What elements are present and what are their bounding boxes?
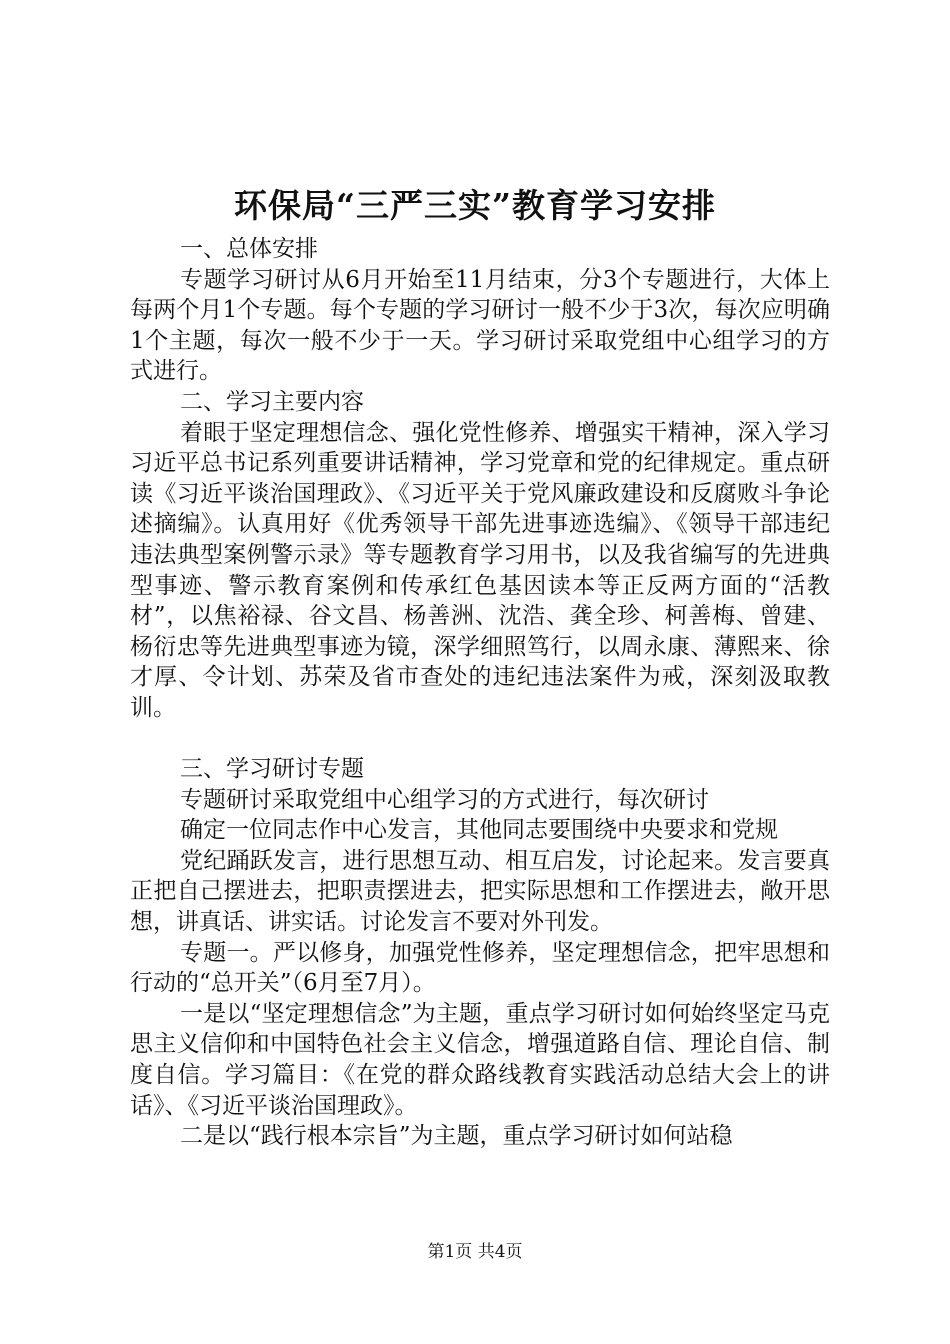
paragraph-theme-two: 二是以“践行根本宗旨”为主题，重点学习研讨如何站稳 xyxy=(180,1123,733,1150)
section-heading-study-topics: 三、学习研讨专题 xyxy=(180,756,364,783)
paragraph-discussion: 党纪踊跃发言，进行思想互动、相互启发，讨论起来。发言要真正把自己摆进去，把职责摆进去，把实际思想和工作摆进去，敞开思想，讲真话、讲实话。讨论发言不要对外刊发。 xyxy=(130,847,830,936)
document-body xyxy=(130,234,830,1152)
page-number-footer: 第1页 共4页 xyxy=(427,1242,523,1262)
paragraph-overall-arrangement: 专题学习研讨从6月开始至11月结束，分3个专题进行，大体上每两个月1个专题。每个专题的学习研讨一般不少于3次，每次应明确1个主题，每次一般不少于一天。学习研讨采取党组中心组学习的方式进行。 xyxy=(130,266,830,385)
paragraph-study-method: 专题研讨采取党组中心组学习的方式进行，每次研讨 xyxy=(180,786,709,813)
paragraph-topic-one: 专题一。严以修身，加强党性修养，坚定理想信念，把牢思想和行动的“总开关”（6月至7月）。 xyxy=(130,939,830,997)
paragraph-theme-one: 一是以“坚定理想信念”为主题，重点学习研讨如何始终坚定马克思主义信仰和中国特色社会主义信念，增强道路自信、理论自信、制度自信。学习篇目：《在党的群众路线教育实践活动总结大会上的讲话》、《习近平谈治国理政》。 xyxy=(130,1000,830,1119)
section-heading-overall-arrangement: 一、总体安排 xyxy=(180,236,318,262)
document-title: 环保局“三严三实”教育学习安排 xyxy=(234,186,716,225)
section-heading-main-content: 二、学习主要内容 xyxy=(180,388,364,415)
paragraph-central-speech: 确定一位同志作中心发言，其他同志要围绕中央要求和党规 xyxy=(180,817,778,844)
blank-line xyxy=(130,724,830,755)
paragraph-main-content: 着眼于坚定理想信念、强化党性修养、增强实干精神，深入学习习近平总书记系列重要讲话精神，学习党章和党的纪律规定。重点研读《习近平谈治国理政》、《习近平关于党风廉政建设和反腐败斗争论述摘编》。认真用好《优秀领导干部先进事迹选编》、《领导干部违纪违法典型案例警示录》等专题教育学习用书，以及我省编写的先进典型事迹、警示教育案例和传承红色基因读本等正反两方面的“活教材”，以焦裕禄、谷文昌、杨善洲、沈浩、龚全珍、柯善梅、曾建、杨衍忠等先进典型事迹为镜，深学细照笃行，以周永康、薄熙来、徐才厚、令计划、苏荣及省市查处的违纪违法案件为戒，深刻汲取教训。 xyxy=(130,419,830,721)
